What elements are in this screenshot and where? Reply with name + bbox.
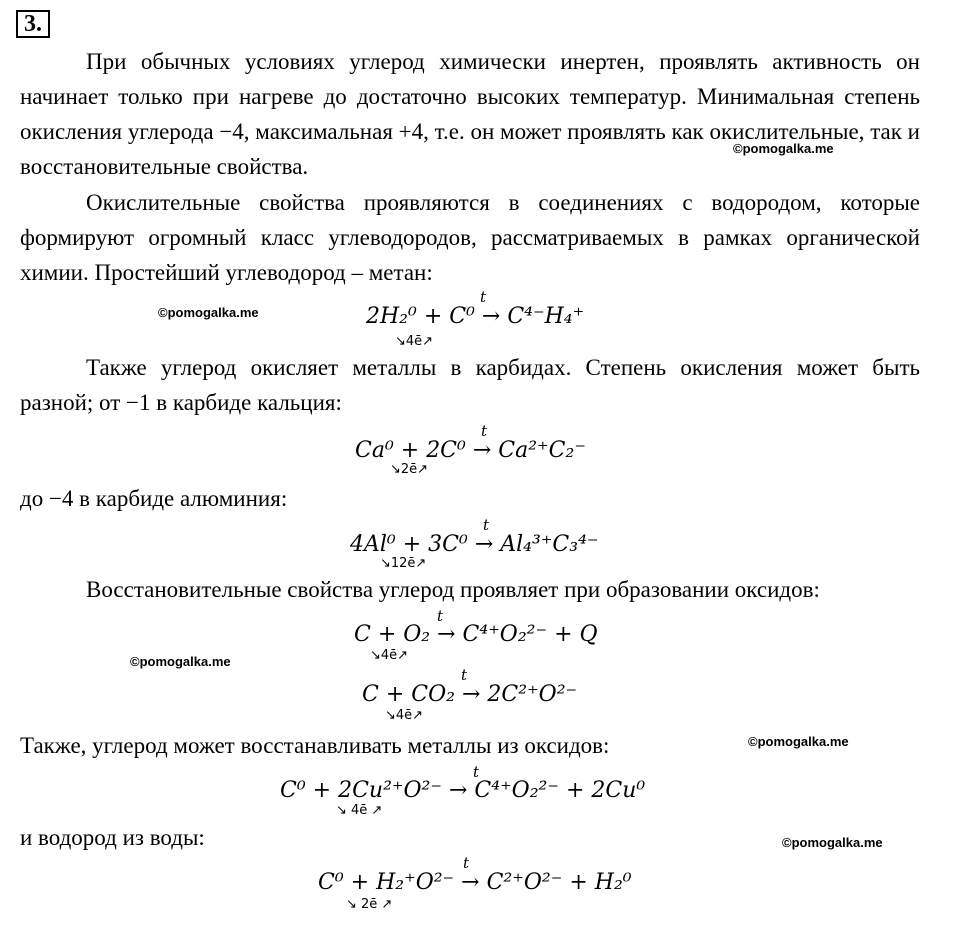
equation-arrow: →	[461, 682, 481, 707]
equation-lhs: 2H₂⁰ + C⁰	[366, 304, 475, 329]
equation-rhs: C⁴⁺O₂²⁻ + Q	[462, 622, 598, 647]
equation-rhs: C²⁺O²⁻ + H₂⁰	[486, 870, 632, 895]
equation-arrow: →	[474, 532, 494, 557]
temperature-mark: t	[463, 854, 470, 872]
paragraph-oxidizing: Окислительные свойства проявляются в соединениях с водородом, которые формируют огромный класс углеводородов, рассматриваемых в рамках органической химии. Простейший углеводород – метан:	[20, 190, 920, 285]
paragraph-water-reduction: и водород из воды:	[20, 825, 205, 850]
electron-transfer: ↘ 2ē ↗	[346, 897, 393, 912]
electron-transfer: ↘12ē↗	[380, 556, 427, 571]
watermark: ©pomogalka.me	[130, 654, 231, 669]
temperature-mark: t	[483, 516, 490, 534]
equation-arrow: →	[461, 870, 480, 895]
equation-carbon-monoxide	[362, 680, 577, 710]
equation-arrow: →	[448, 778, 468, 803]
equation-rhs: Ca²⁺C₂⁻	[498, 438, 586, 463]
equation-arrow: →	[481, 304, 501, 329]
electron-transfer: ↘4ē↗	[385, 708, 424, 723]
equation-lhs: C⁰ + H₂⁺O²⁻	[318, 870, 455, 895]
equation-water	[318, 868, 632, 898]
temperature-mark: t	[480, 288, 487, 306]
temperature-mark: t	[481, 422, 488, 440]
equation-rhs: Al₄³⁺C₃⁴⁻	[500, 532, 599, 557]
temperature-mark: t	[473, 763, 480, 781]
paragraph-intro: При обычных условиях углерод химически инертен, проявлять активность он начинает только при нагреве до достаточно высоких температур. Минимальная степень окисления углерода −4, максимальная +4, т.е. он может проявлять как окислительные, так и восстановительные свойства.	[20, 49, 920, 179]
equation-rhs: C⁴⁺O₂²⁻ + 2Cu⁰	[474, 778, 646, 803]
watermark: ©pomogalka.me	[158, 305, 259, 320]
paragraph-metal-reduction: Также, углерод может восстанавливать металлы из оксидов:	[20, 733, 610, 758]
watermark: ©pomogalka.me	[782, 835, 883, 850]
paragraph-reducing: Восстановительные свойства углерод проявляет при образовании оксидов:	[86, 577, 820, 602]
equation-lhs: C + CO₂	[362, 682, 455, 707]
electron-transfer: ↘ 4ē ↗	[336, 803, 383, 818]
equation-rhs: C⁴⁻H₄⁺	[507, 304, 585, 329]
watermark: ©pomogalka.me	[733, 141, 834, 156]
paragraph-carbides: Также углерод окисляет металлы в карбидах. Степень окисления может быть разной; от −1 в карбиде кальция:	[20, 355, 920, 415]
equation-lhs: C + O₂	[354, 622, 431, 647]
equation-arrow: →	[472, 438, 492, 463]
equation-methane	[366, 302, 584, 332]
equation-lhs: Ca⁰ + 2C⁰	[355, 438, 466, 463]
equation-copper-oxide	[280, 776, 645, 806]
electron-transfer: ↘4ē↗	[370, 648, 409, 663]
task-number: 3.	[16, 10, 50, 38]
paragraph-aluminium-carbide: до −4 в карбиде алюминия:	[20, 486, 288, 511]
equation-lhs: C⁰ + 2Cu²⁺O²⁻	[280, 778, 442, 803]
watermark: ©pomogalka.me	[748, 734, 849, 749]
electron-transfer: ↘2ē↗	[390, 462, 429, 477]
equation-lhs: 4Al⁰ + 3C⁰	[350, 532, 468, 557]
temperature-mark: t	[437, 607, 444, 625]
equation-carbon-dioxide	[354, 620, 598, 650]
equation-arrow: →	[437, 622, 456, 647]
temperature-mark: t	[461, 666, 468, 684]
electron-transfer: ↘4ē↗	[395, 334, 434, 349]
equation-rhs: 2C²⁺O²⁻	[487, 682, 578, 707]
